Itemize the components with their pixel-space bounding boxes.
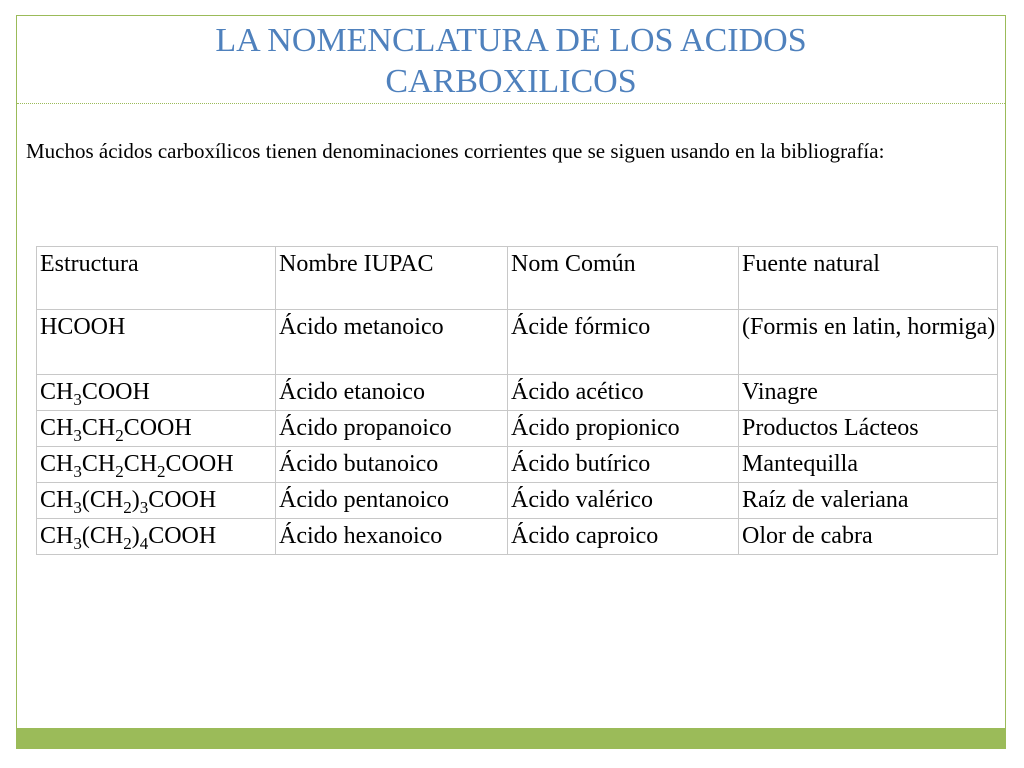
formula-text: CH (40, 415, 74, 441)
cell-natural-source: Mantequilla (739, 447, 998, 483)
table-header-row (37, 247, 998, 310)
carboxylic-acids-table (36, 246, 998, 555)
cell-common-name: Ácido butírico (508, 447, 739, 483)
formula-text: CH (40, 379, 74, 405)
table-row (37, 519, 998, 555)
formula-text: CH (123, 451, 158, 477)
title-line-2: CARBOXILICOS (385, 63, 637, 100)
table-row (37, 483, 998, 519)
cell-structure (37, 375, 276, 411)
formula-subscript: 3 (139, 498, 149, 517)
formula-subscript: 3 (73, 534, 82, 553)
formula-subscript: 3 (73, 426, 82, 445)
cell-natural-source: Raíz de valeriana (739, 483, 998, 519)
formula-text: (CH (81, 487, 124, 513)
formula-text: ) (131, 523, 140, 549)
table-row (37, 310, 998, 375)
header-common-name: Nom Común (508, 247, 739, 310)
formula-text: CH (40, 451, 74, 477)
header-iupac-name: Nombre IUPAC (276, 247, 508, 310)
formula-text: COOH (81, 379, 150, 405)
cell-iupac-name: Ácido pentanoico (276, 483, 508, 519)
table-row (37, 375, 998, 411)
formula-text: COOH (148, 487, 217, 513)
cell-iupac-name: Ácido propanoico (276, 411, 508, 447)
cell-structure (37, 447, 276, 483)
cell-natural-source: Productos Lácteos (739, 411, 998, 447)
formula-text: CH (40, 523, 74, 549)
formula-subscript: 3 (73, 498, 82, 517)
formula-text: COOH (148, 523, 217, 549)
header-natural-source: Fuente natural (739, 247, 998, 310)
cell-iupac-name: Ácido hexanoico (276, 519, 508, 555)
intro-paragraph: Muchos ácidos carboxílicos tienen denominaciones corrientes que se siguen usando en la bibliografía: (26, 139, 885, 163)
cell-natural-source: Vinagre (739, 375, 998, 411)
cell-natural-source: Olor de cabra (739, 519, 998, 555)
formula-text: (CH (81, 523, 124, 549)
header-structure: Estructura (37, 247, 276, 310)
formula-subscript: 2 (123, 498, 132, 517)
formula-text: ) (131, 487, 140, 513)
cell-structure (37, 519, 276, 555)
formula-subscript: 2 (115, 426, 124, 445)
cell-iupac-name: Ácido etanoico (276, 375, 508, 411)
footer-bar (17, 728, 1005, 748)
cell-natural-source: (Formis en latin, hormiga) (739, 310, 998, 375)
formula-subscript: 3 (73, 390, 82, 409)
cell-common-name: Ácido acético (508, 375, 739, 411)
formula-subscript: 3 (73, 462, 82, 481)
cell-structure (37, 411, 276, 447)
formula-text: CH (40, 487, 74, 513)
formula-text: COOH (165, 451, 234, 477)
formula-text: CH (81, 451, 116, 477)
formula-text: COOH (123, 415, 192, 441)
table-row (37, 447, 998, 483)
table-row (37, 411, 998, 447)
formula-subscript: 2 (123, 534, 132, 553)
cell-common-name: Ácido valérico (508, 483, 739, 519)
cell-common-name: Ácide fórmico (508, 310, 739, 375)
cell-structure (37, 483, 276, 519)
cell-structure (37, 310, 276, 375)
formula-subscript: 4 (139, 534, 149, 553)
cell-common-name: Ácido propionico (508, 411, 739, 447)
cell-iupac-name: Ácido butanoico (276, 447, 508, 483)
title-divider (17, 103, 1005, 104)
formula-text: HCOOH (40, 314, 126, 340)
formula-subscript: 2 (115, 462, 124, 481)
table-body (37, 310, 998, 555)
formula-subscript: 2 (157, 462, 166, 481)
slide-title (17, 20, 1005, 102)
cell-common-name: Ácido caproico (508, 519, 739, 555)
formula-text: CH (81, 415, 116, 441)
cell-iupac-name: Ácido metanoico (276, 310, 508, 375)
title-line-1: LA NOMENCLATURA DE LOS ACIDOS (215, 22, 807, 59)
